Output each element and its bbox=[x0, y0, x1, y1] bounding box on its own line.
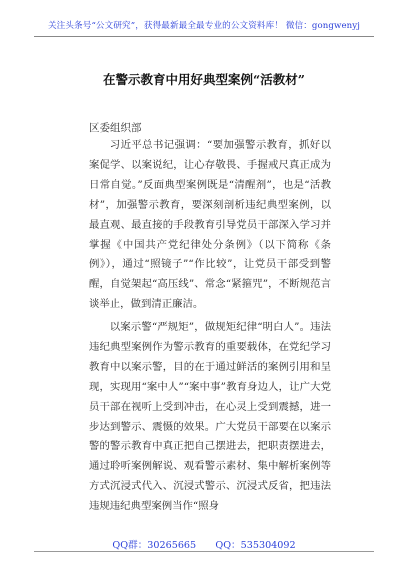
header-divider bbox=[34, 36, 374, 37]
header-promo-note: 关注头条号“公文研究”，获得最新最全最专业的公文资料库！ 微信：gongwenyj bbox=[47, 21, 361, 31]
body-paragraph-1: 习近平总书记强调：“要加强警示教育，抓好以案促学、以案说纪，让心存敬畏、手握戒尺真正成为日常自觉。”反面典型案例既是“清醒剂”，也是“活教材”，加强警示教育，要深刻剖析违纪典型案例，以最直观、最直接的手段教育引导党员干部深入学习并掌握《中国共产党纪律处分条例》（以下简称《条例》），通过“照镜子”“作比较”，让党员干部受到警醒，自觉架起“高压线”、常念“紧箍咒”，不断规范言谈举止，做到清正廉洁。 bbox=[89, 139, 331, 311]
document-author: 区委组织部 bbox=[89, 122, 142, 134]
footer-divider bbox=[34, 551, 374, 552]
document-title: 在警示教育中用好典型案例“活教材” bbox=[103, 72, 305, 87]
body-paragraph-2: 以案示警“严规矩”，做规矩纪律“明白人”。违法违纪典型案例作为警示教育的重要载体，在党纪学习教育中以案示警，目的在于通过鲜活的案例引用和呈现，实现用“案中人”“案中事”教育身边人，让广大党员干部在视听上受到冲击，在心灵上受到震撼，进一步达到警示、震慑的效果。广大党员干部要在以案示警的警示教育中真正把自己摆进去，把职责摆进去，通过聆听案例解说、观看警示素材、集中解析案例等方式沉浸式代入、沉浸式警示、沉浸式反省，把违法违规违纪典型案例当作“照身 bbox=[89, 321, 331, 513]
footer-contact: QQ群：30265665 QQ：535304092 bbox=[112, 540, 296, 551]
